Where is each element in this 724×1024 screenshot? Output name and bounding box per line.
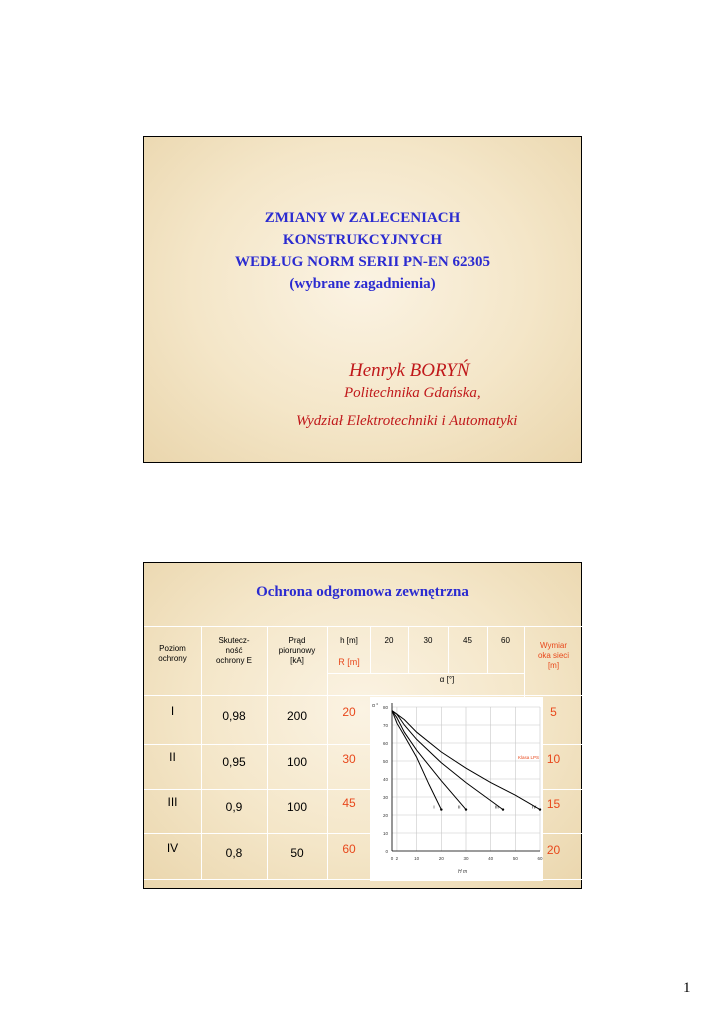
header-h20: 20 xyxy=(384,636,394,645)
series-end-point xyxy=(502,808,504,810)
page-number: 1 xyxy=(683,980,691,996)
row-efficiency: 0,95 xyxy=(222,755,246,769)
series-label: III xyxy=(495,804,499,810)
row-efficiency: 0,9 xyxy=(225,800,243,814)
table-line xyxy=(144,626,583,627)
header-h45: 45 xyxy=(463,636,472,645)
row-current: 200 xyxy=(286,709,308,723)
x-tick-label: 40 xyxy=(488,856,494,861)
x-tick-label: 50 xyxy=(512,856,518,861)
header-alpha: α [°] xyxy=(439,675,455,684)
row-level: IV xyxy=(166,841,179,855)
header-text: Skutecz- xyxy=(218,636,250,645)
protective-angle-chart xyxy=(370,697,543,881)
series-label: IV xyxy=(532,804,537,810)
row-level: I xyxy=(170,704,175,718)
header-text: Poziom xyxy=(159,644,186,653)
y-tick-label: 80 xyxy=(382,705,388,710)
chart-svg xyxy=(370,697,543,881)
header-text: Prąd xyxy=(288,636,306,645)
x-tick-label: 2 xyxy=(395,856,399,861)
row-radius: 60 xyxy=(342,842,356,856)
series-label: II xyxy=(458,804,461,810)
row-efficiency: 0,98 xyxy=(222,709,246,723)
table-line xyxy=(448,626,449,674)
row-radius: 45 xyxy=(342,796,356,810)
x-tick-label: 60 xyxy=(537,856,543,861)
header-text: piorunowy xyxy=(278,646,316,655)
header-text: Wymiar xyxy=(539,641,568,650)
series-end-point xyxy=(440,808,442,810)
title-line: WEDŁUG NORM SERII PN-EN 62305 xyxy=(234,254,490,270)
row-level: II xyxy=(169,750,176,764)
y-tick-label: 60 xyxy=(382,741,388,746)
row-mesh: 15 xyxy=(546,797,561,811)
row-mesh: 20 xyxy=(546,843,561,857)
x-tick-label: 30 xyxy=(463,856,469,861)
table-line xyxy=(487,626,488,674)
table-line xyxy=(408,626,409,674)
y-axis-label: α ° xyxy=(372,703,379,709)
row-current: 100 xyxy=(286,800,308,814)
y-tick-label: 70 xyxy=(382,723,388,728)
x-tick-label: 20 xyxy=(438,856,444,861)
title-line: (wybrane zagadnienia) xyxy=(289,276,436,292)
table-line xyxy=(144,695,583,696)
header-mesh-size xyxy=(524,641,583,671)
affiliation-university: Politechnika Gdańska, xyxy=(344,385,481,401)
title-line: ZMIANY W ZALECENIACH xyxy=(264,210,461,226)
header-efficiency xyxy=(201,636,267,666)
header-height: h [m] xyxy=(340,636,358,645)
series-end-point xyxy=(539,808,541,810)
series-end-point xyxy=(465,808,467,810)
title-slide xyxy=(143,136,582,463)
header-protection-level xyxy=(144,644,201,664)
row-radius: 30 xyxy=(342,752,356,766)
header-text: [m] xyxy=(547,661,560,670)
header-text: [kA] xyxy=(290,656,304,665)
slide-title: Ochrona odgromowa zewnętrzna xyxy=(256,584,469,600)
series-label: I xyxy=(433,804,435,810)
header-h60: 60 xyxy=(501,636,510,645)
header-current xyxy=(267,636,327,666)
y-tick-label: 10 xyxy=(382,831,388,836)
header-h30: 30 xyxy=(423,636,433,645)
affiliation-faculty: Wydział Elektrotechniki i Automatyki xyxy=(296,413,518,429)
row-current: 50 xyxy=(290,846,304,860)
chart-annotation: Klasa LPS xyxy=(518,755,540,760)
row-mesh: 5 xyxy=(550,705,557,719)
y-tick-label: 50 xyxy=(382,759,388,764)
header-radius: R [m] xyxy=(338,657,360,667)
row-efficiency: 0,8 xyxy=(225,846,243,860)
y-tick-label: 40 xyxy=(382,777,388,782)
series-line xyxy=(392,711,466,810)
row-level: III xyxy=(167,795,178,809)
y-tick-label: 30 xyxy=(382,795,388,800)
table-line xyxy=(328,673,524,674)
table-line xyxy=(370,626,371,674)
x-tick-label: 0 xyxy=(390,856,394,861)
presentation-title xyxy=(144,207,581,295)
x-axis-label: H m xyxy=(458,869,468,875)
row-radius: 20 xyxy=(342,705,356,719)
protection-slide xyxy=(143,562,582,889)
y-tick-label: 0 xyxy=(385,849,388,854)
header-text: oka sieci xyxy=(537,651,570,660)
author-name: Henryk BORYŃ xyxy=(349,360,470,381)
row-current: 100 xyxy=(286,755,308,769)
header-text: ochrony E xyxy=(215,656,253,665)
row-mesh: 10 xyxy=(546,752,561,766)
header-text: ność xyxy=(225,646,243,655)
series-line xyxy=(392,711,503,810)
title-line: KONSTRUKCYJNYCH xyxy=(282,232,443,248)
y-tick-label: 20 xyxy=(382,813,388,818)
x-tick-label: 10 xyxy=(414,856,420,861)
header-text: ochrony xyxy=(158,654,187,663)
